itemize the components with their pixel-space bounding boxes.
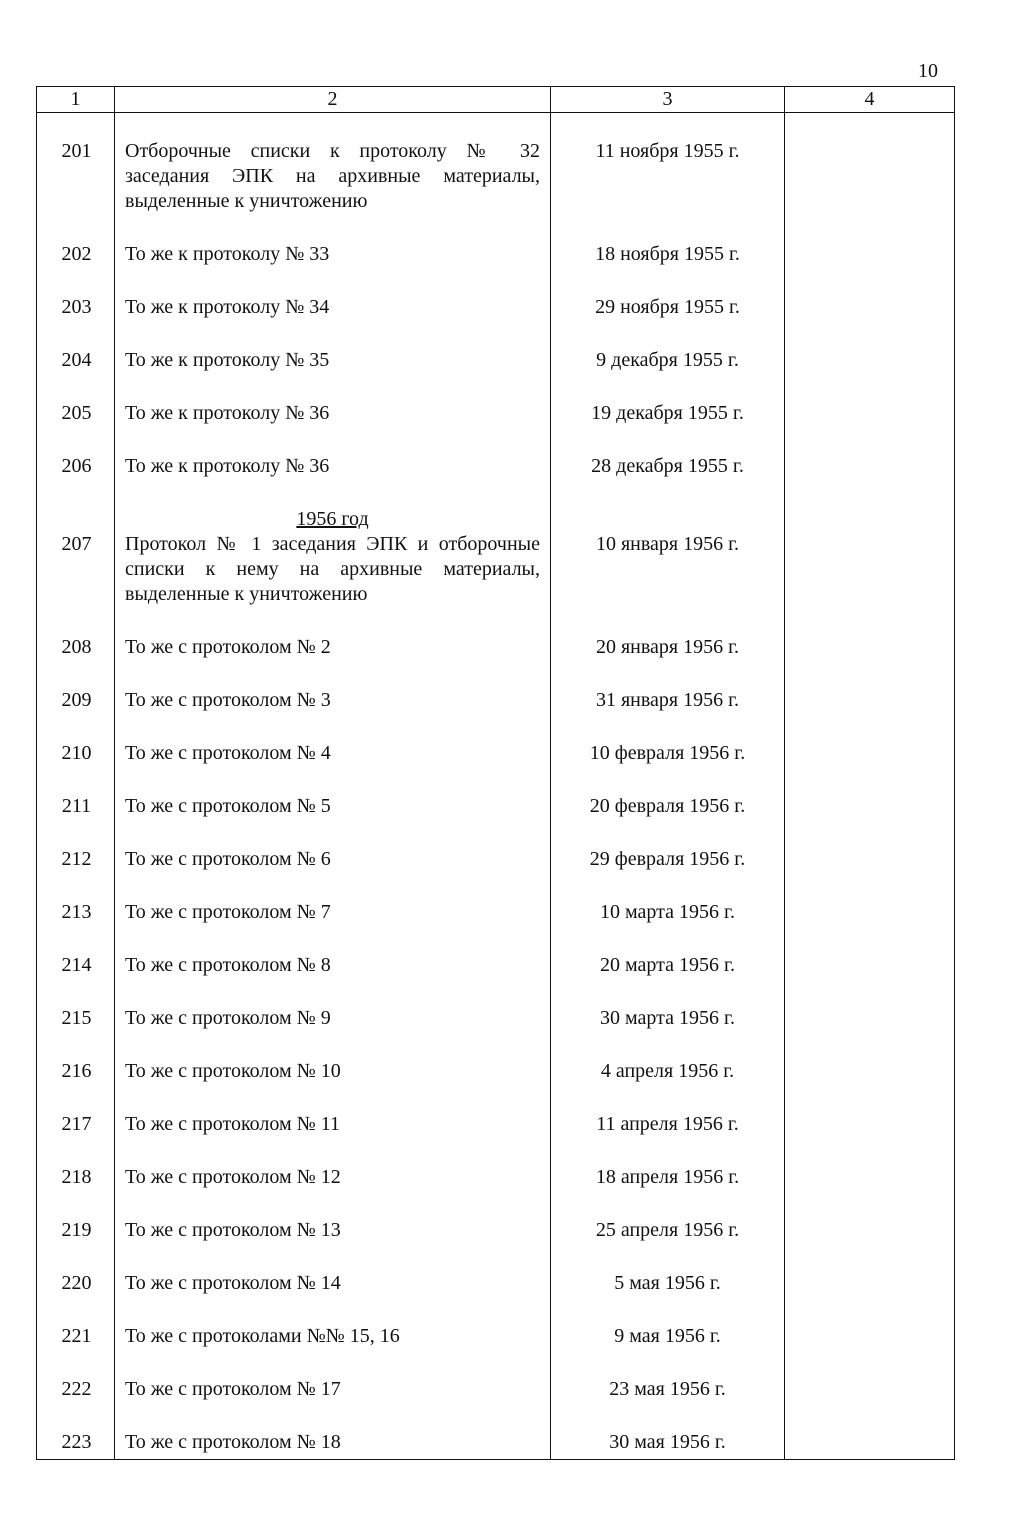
row-date: 23 мая 1956 г. (551, 1375, 785, 1402)
row-note (785, 739, 955, 766)
inventory-table (36, 86, 955, 1460)
row-description: То же с протоколом № 12 (115, 1163, 551, 1190)
row-number: 221 (37, 1322, 115, 1349)
row-number: 219 (37, 1216, 115, 1243)
row-note (785, 1322, 955, 1349)
row-note (785, 1004, 955, 1031)
row-description: То же с протоколом № 8 (115, 951, 551, 978)
row-note (785, 1216, 955, 1243)
row-date: 29 ноября 1955 г. (551, 293, 785, 320)
row-description: То же к протоколу № 36 (115, 452, 551, 479)
row-date: 28 декабря 1955 г. (551, 452, 785, 479)
row-description: То же с протоколом № 18 (115, 1428, 551, 1455)
row-number: 222 (37, 1375, 115, 1402)
row-description: То же к протоколу № 33 (115, 240, 551, 267)
table-row (37, 739, 955, 766)
table-row (37, 898, 955, 925)
table-row (37, 633, 955, 660)
row-note (785, 951, 955, 978)
table-row (37, 240, 955, 267)
row-date: 29 февраля 1956 г. (551, 845, 785, 872)
row-number: 217 (37, 1110, 115, 1137)
row-note (785, 845, 955, 872)
table-row (37, 951, 955, 978)
table-row (37, 505, 955, 607)
row-date: 20 февраля 1956 г. (551, 792, 785, 819)
row-description-cell (115, 505, 551, 607)
row-note (785, 1057, 955, 1084)
row-description: Протокол № 1 заседания ЭПК и отборочные списки к нему на архивные материалы, выделенные к уничтожению (125, 533, 540, 605)
row-description: То же с протоколом № 10 (115, 1057, 551, 1084)
table-row (37, 1375, 955, 1402)
row-note (785, 686, 955, 713)
row-note (785, 792, 955, 819)
row-date: 31 января 1956 г. (551, 686, 785, 713)
row-number: 215 (37, 1004, 115, 1031)
table-row (37, 452, 955, 479)
row-note (785, 240, 955, 267)
row-date: 9 декабря 1955 г. (551, 346, 785, 373)
row-number: 223 (37, 1428, 115, 1455)
table-row (37, 1269, 955, 1296)
row-date: 20 марта 1956 г. (551, 951, 785, 978)
row-description: То же с протоколом № 11 (115, 1110, 551, 1137)
row-number: 220 (37, 1269, 115, 1296)
row-number: 206 (37, 452, 115, 479)
row-number: 211 (37, 792, 115, 819)
row-number: 218 (37, 1163, 115, 1190)
row-date: 10 марта 1956 г. (551, 898, 785, 925)
row-date: 19 декабря 1955 г. (551, 399, 785, 426)
row-number: 209 (37, 686, 115, 713)
row-date: 9 мая 1956 г. (551, 1322, 785, 1349)
row-date: 11 апреля 1956 г. (551, 1110, 785, 1137)
table-row (37, 1428, 955, 1455)
table-row (37, 399, 955, 426)
row-note (785, 346, 955, 373)
table-row (37, 1322, 955, 1349)
row-description: То же с протоколом № 7 (115, 898, 551, 925)
row-date: 18 апреля 1956 г. (551, 1163, 785, 1190)
row-number: 208 (37, 633, 115, 660)
row-number: 210 (37, 739, 115, 766)
row-note (785, 633, 955, 660)
row-number: 202 (37, 240, 115, 267)
row-number: 207 (37, 505, 115, 607)
row-description: То же к протоколу № 34 (115, 293, 551, 320)
row-date: 20 января 1956 г. (551, 633, 785, 660)
row-number: 214 (37, 951, 115, 978)
table-row (37, 293, 955, 320)
row-date: 30 мая 1956 г. (551, 1428, 785, 1455)
row-description: То же с протоколом № 13 (115, 1216, 551, 1243)
row-note (785, 399, 955, 426)
row-date: 5 мая 1956 г. (551, 1269, 785, 1296)
row-date: 4 апреля 1956 г. (551, 1057, 785, 1084)
row-number: 212 (37, 845, 115, 872)
table-body (37, 113, 955, 1460)
row-description: То же к протоколу № 36 (115, 399, 551, 426)
row-description: То же с протоколом № 6 (115, 845, 551, 872)
row-description: То же с протоколом № 14 (115, 1269, 551, 1296)
row-note (785, 452, 955, 479)
row-note (785, 1375, 955, 1402)
row-number: 201 (37, 137, 115, 214)
row-date: 25 апреля 1956 г. (551, 1216, 785, 1243)
column-header: 4 (785, 87, 955, 113)
row-note (785, 1110, 955, 1137)
table-row (37, 1163, 955, 1190)
row-note (785, 293, 955, 320)
row-description: То же с протоколом № 3 (115, 686, 551, 713)
column-header: 2 (115, 87, 551, 113)
table-row (37, 686, 955, 713)
row-number: 205 (37, 399, 115, 426)
row-description: То же с протоколом № 17 (115, 1375, 551, 1402)
row-description: То же с протоколом № 2 (115, 633, 551, 660)
table-row (37, 346, 955, 373)
row-description: То же с протоколом № 9 (115, 1004, 551, 1031)
row-note (785, 1269, 955, 1296)
table-header (37, 87, 955, 113)
year-heading: 1956 год (296, 508, 369, 530)
row-number: 203 (37, 293, 115, 320)
column-header: 3 (551, 87, 785, 113)
row-date: 18 ноября 1955 г. (551, 240, 785, 267)
row-description: То же к протоколу № 35 (115, 346, 551, 373)
row-description: То же с протоколом № 5 (115, 792, 551, 819)
row-note (785, 137, 955, 214)
table-row (37, 1216, 955, 1243)
table-row (37, 1110, 955, 1137)
column-header: 1 (37, 87, 115, 113)
row-note (785, 898, 955, 925)
table-row (37, 1004, 955, 1031)
row-date: 10 февраля 1956 г. (551, 739, 785, 766)
table-row (37, 845, 955, 872)
page-number: 10 (918, 60, 938, 82)
table-row (37, 792, 955, 819)
row-description: Отборочные списки к протоколу № 32 заседания ЭПК на архивные материалы, выделенные к уничтожению (115, 137, 551, 214)
row-date: 10 января 1956 г. (551, 505, 785, 607)
row-description: То же с протоколом № 4 (115, 739, 551, 766)
row-date: 30 марта 1956 г. (551, 1004, 785, 1031)
row-number: 216 (37, 1057, 115, 1084)
row-number: 213 (37, 898, 115, 925)
row-number: 204 (37, 346, 115, 373)
row-date: 11 ноября 1955 г. (551, 137, 785, 214)
row-description: То же с протоколами №№ 15, 16 (115, 1322, 551, 1349)
row-note (785, 505, 955, 607)
table-row (37, 1057, 955, 1084)
table-row (37, 137, 955, 214)
row-note (785, 1428, 955, 1455)
row-note (785, 1163, 955, 1190)
